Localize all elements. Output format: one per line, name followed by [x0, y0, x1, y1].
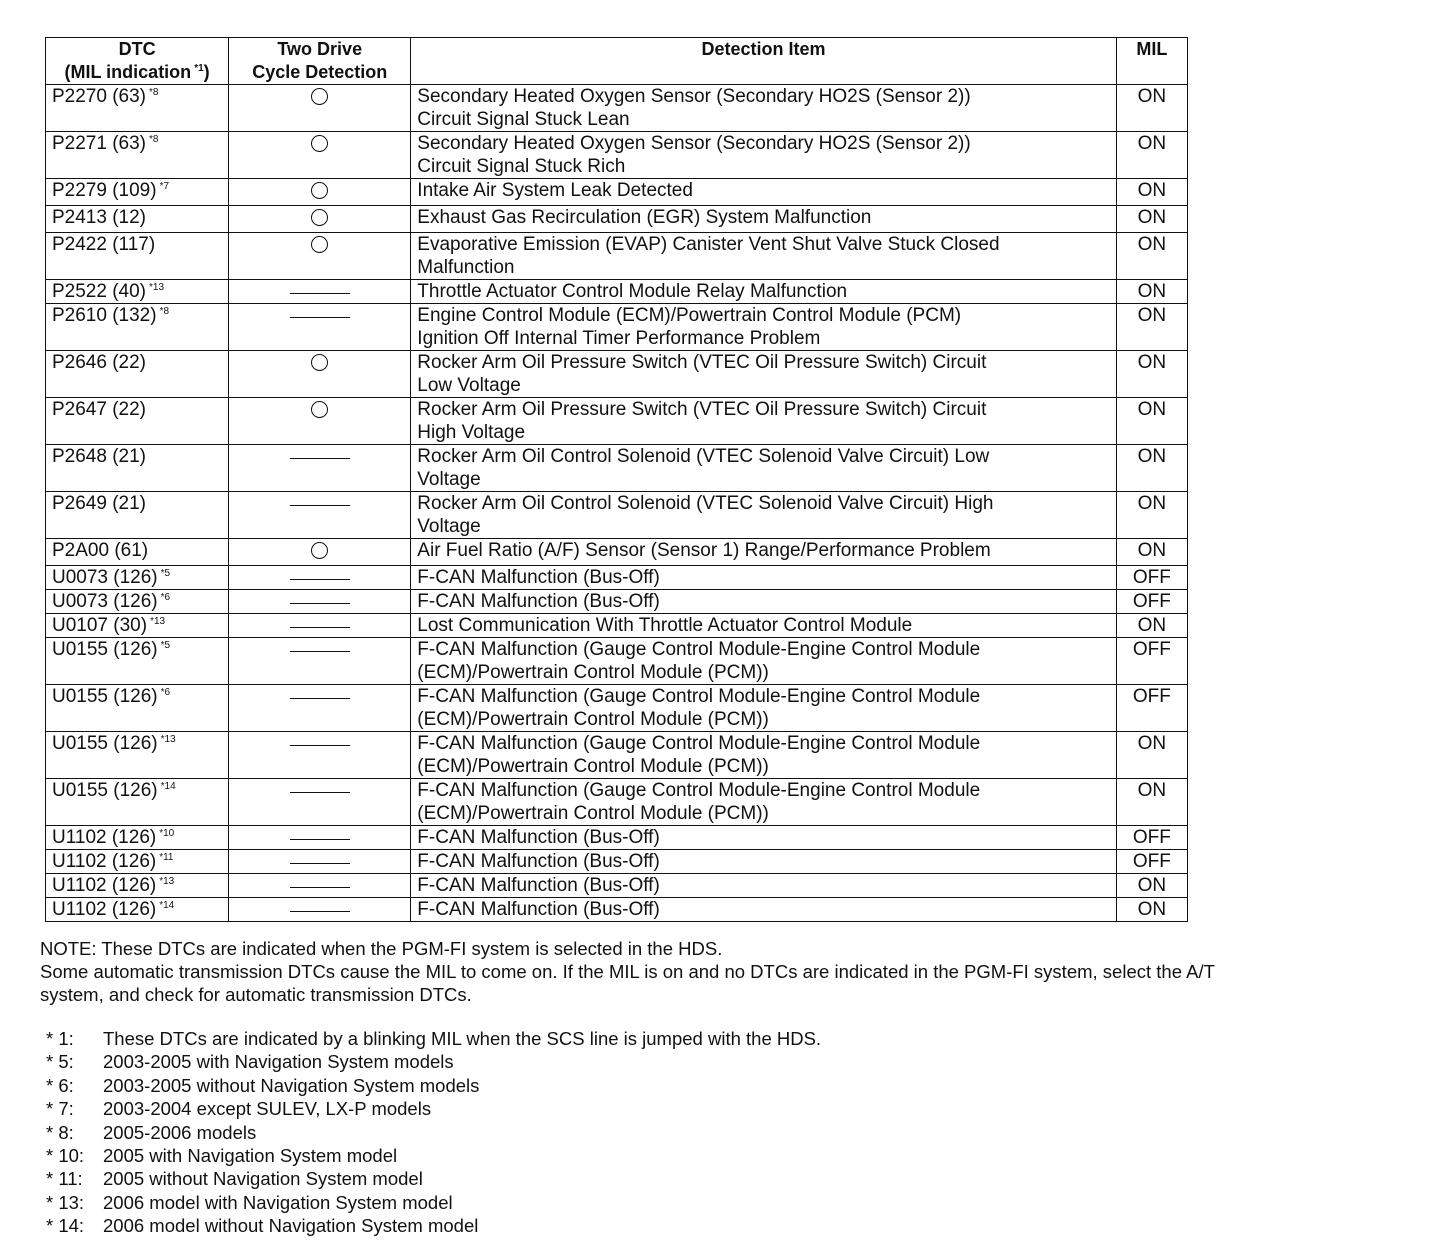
dtc-footnote-ref: *6 [160, 687, 171, 698]
footnote-text: 2006 model with Navigation System model [103, 1191, 453, 1213]
footnote-item [46, 1214, 1046, 1237]
detection-item-cell [411, 539, 1117, 566]
dtc-code-cell [46, 638, 229, 685]
detection-item-line: F-CAN Malfunction (Bus-Off) [417, 899, 660, 920]
header-dtc-line1: DTC [118, 39, 156, 59]
table-row [46, 590, 1188, 614]
mil-status: ON [1137, 86, 1167, 107]
detection-item-line: Rocker Arm Oil Control Solenoid (VTEC Solenoid Valve Circuit) High [417, 493, 994, 514]
detection-item-cell [411, 206, 1117, 233]
table-row [46, 566, 1188, 590]
mil-status-cell [1116, 732, 1187, 779]
table-row [46, 614, 1188, 638]
two-drive-cell [229, 590, 411, 614]
circle-icon [311, 354, 328, 371]
footnote-text: 2003-2005 without Navigation System models [103, 1074, 480, 1096]
detection-item-line: F-CAN Malfunction (Gauge Control Module-Engine Control Module [417, 780, 981, 801]
dtc-code-cell [46, 779, 229, 826]
dtc-footnote-ref: *13 [160, 734, 176, 745]
dtc-code-cell [46, 85, 229, 132]
two-drive-cell [229, 779, 411, 826]
table-row [46, 304, 1188, 351]
footnote-text: 2005-2006 models [103, 1121, 257, 1143]
footnote-marker: * 6: [46, 1074, 74, 1096]
dash-icon [290, 505, 350, 506]
header-detection-item [411, 38, 1117, 85]
mil-status-cell [1116, 826, 1187, 850]
detection-item-line: (ECM)/Powertrain Control Module (PCM)) [417, 709, 769, 730]
detection-item-line: Rocker Arm Oil Pressure Switch (VTEC Oil Pressure Switch) Circuit [417, 352, 987, 373]
footnote-text: 2006 model without Navigation System model [103, 1215, 479, 1237]
dtc-code-cell [46, 685, 229, 732]
two-drive-cell [229, 206, 411, 233]
dtc-footnote-ref: *13 [149, 282, 165, 293]
two-drive-cell [229, 85, 411, 132]
two-drive-cell [229, 492, 411, 539]
dtc-code-cell [46, 874, 229, 898]
detection-item-line: Rocker Arm Oil Control Solenoid (VTEC Solenoid Valve Circuit) Low [417, 446, 990, 467]
dtc-footnote-ref: *14 [160, 781, 176, 792]
mil-status-cell [1116, 492, 1187, 539]
detection-item-cell [411, 280, 1117, 304]
mil-status: ON [1137, 399, 1167, 420]
mil-status: OFF [1132, 827, 1171, 848]
dtc-code-cell [46, 590, 229, 614]
dtc-code: U0073 (126) [52, 567, 158, 588]
dtc-code: U0073 (126) [52, 591, 158, 612]
mil-status-cell [1116, 874, 1187, 898]
dtc-footnote-ref: *6 [160, 592, 171, 603]
detection-item-line: F-CAN Malfunction (Bus-Off) [417, 851, 660, 872]
dtc-code: P2271 (63) [52, 133, 147, 154]
detection-item-line: Throttle Actuator Control Module Relay Malfunction [417, 281, 848, 302]
circle-icon [311, 135, 328, 152]
two-drive-cell [229, 638, 411, 685]
dtc-code: P2522 (40) [52, 281, 147, 302]
mil-status: ON [1137, 352, 1167, 373]
dtc-footnote-ref: *8 [149, 87, 159, 98]
detection-item-line: Exhaust Gas Recirculation (EGR) System Malfunction [417, 207, 872, 228]
detection-item-line: (ECM)/Powertrain Control Module (PCM)) [417, 756, 769, 777]
table-row [46, 638, 1188, 685]
detection-item-line: High Voltage [417, 422, 526, 443]
detection-item-cell [411, 445, 1117, 492]
footnote-item [46, 1144, 1046, 1167]
dtc-footnote-ref: *10 [159, 828, 175, 839]
dtc-code-cell [46, 233, 229, 280]
dtc-code-cell [46, 850, 229, 874]
footnote-text: These DTCs are indicated by a blinking MIL when the SCS line is jumped with the HDS. [103, 1028, 822, 1049]
header-detection-text: Detection Item [701, 39, 826, 59]
table-row [46, 206, 1188, 233]
note-line: system, and check for automatic transmission DTCs. [40, 984, 472, 1005]
two-drive-cell [229, 132, 411, 179]
detection-item-cell [411, 732, 1117, 779]
dtc-code: U1102 (126) [52, 827, 157, 848]
footnote-text: 2005 with Navigation System model [103, 1145, 398, 1167]
mil-status: ON [1137, 899, 1167, 920]
two-drive-cell [229, 445, 411, 492]
detection-item-line: F-CAN Malfunction (Bus-Off) [417, 875, 660, 896]
mil-status: ON [1137, 540, 1167, 561]
detection-item-cell [411, 233, 1117, 280]
dtc-code: P2648 (21) [52, 446, 147, 467]
mil-status-cell [1116, 539, 1187, 566]
table-row [46, 85, 1188, 132]
detection-item-line: F-CAN Malfunction (Gauge Control Module-Engine Control Module [417, 686, 981, 707]
dtc-table [45, 37, 1188, 922]
dtc-code-cell [46, 898, 229, 922]
mil-status-cell [1116, 398, 1187, 445]
table-row [46, 850, 1188, 874]
mil-status-cell [1116, 206, 1187, 233]
dash-icon [290, 839, 350, 840]
mil-status: ON [1137, 207, 1167, 228]
dash-icon [290, 698, 350, 699]
circle-icon [311, 209, 328, 226]
header-mil-text: MIL [1136, 39, 1168, 59]
detection-item-cell [411, 132, 1117, 179]
mil-status-cell [1116, 132, 1187, 179]
two-drive-cell [229, 566, 411, 590]
dtc-footnote-ref: *5 [160, 568, 171, 579]
dtc-footnote-ref: *14 [159, 900, 175, 911]
footnote-marker: * 1: [46, 1028, 74, 1049]
two-drive-cell [229, 233, 411, 280]
dtc-code: U0155 (126) [52, 733, 158, 754]
two-drive-cell [229, 898, 411, 922]
footnote-item [46, 1191, 1046, 1214]
dash-icon [290, 603, 350, 604]
dtc-code-cell [46, 351, 229, 398]
dtc-footnote-ref: *13 [159, 876, 175, 887]
dtc-code: P2413 (12) [52, 207, 147, 228]
notes-block [40, 937, 1430, 1006]
table-row [46, 539, 1188, 566]
footnote-item [46, 1167, 1046, 1190]
dtc-code-cell [46, 826, 229, 850]
two-drive-cell [229, 685, 411, 732]
footnote-marker: * 8: [46, 1121, 74, 1143]
circle-icon [311, 542, 328, 559]
footnote-item [46, 1074, 1046, 1097]
detection-item-cell [411, 351, 1117, 398]
detection-item-line: F-CAN Malfunction (Bus-Off) [417, 827, 660, 848]
table-row [46, 492, 1188, 539]
dtc-code: U0155 (126) [52, 780, 158, 801]
dash-icon [290, 792, 350, 793]
dtc-code-cell [46, 132, 229, 179]
mil-status: ON [1137, 446, 1167, 467]
table-body [46, 85, 1188, 922]
mil-status: ON [1137, 875, 1167, 896]
detection-item-cell [411, 304, 1117, 351]
table-row [46, 445, 1188, 492]
two-drive-cell [229, 351, 411, 398]
note-line: NOTE: These DTCs are indicated when the PGM-FI system is selected in the HDS. [40, 938, 723, 959]
footnote-marker: * 14: [46, 1215, 85, 1237]
dtc-footnote-ref: *5 [160, 640, 171, 651]
two-drive-cell [229, 826, 411, 850]
table-row [46, 233, 1188, 280]
footnote-text: 2005 without Navigation System model [103, 1168, 423, 1190]
table-row [46, 280, 1188, 304]
dtc-code: U0155 (126) [52, 639, 158, 660]
dash-icon [290, 627, 350, 628]
dtc-code-cell [46, 566, 229, 590]
circle-icon [311, 236, 328, 253]
dtc-code-cell [46, 445, 229, 492]
detection-item-cell [411, 614, 1117, 638]
dtc-code: P2610 (132) [52, 305, 157, 326]
dash-icon [290, 863, 350, 864]
two-drive-cell [229, 874, 411, 898]
header-mil [1116, 38, 1187, 85]
mil-status-cell [1116, 351, 1187, 398]
dash-icon [290, 579, 350, 580]
dtc-code-cell [46, 398, 229, 445]
detection-item-cell [411, 874, 1117, 898]
detection-item-cell [411, 685, 1117, 732]
dtc-code: P2A00 (61) [52, 540, 149, 561]
detection-item-cell [411, 850, 1117, 874]
table-header-row [46, 38, 1188, 85]
dtc-code: P2422 (117) [52, 234, 156, 255]
dtc-code: U1102 (126) [52, 875, 157, 896]
footnote-item [46, 1097, 1046, 1120]
dtc-code: P2646 (22) [52, 352, 147, 373]
table-row [46, 732, 1188, 779]
table-row [46, 874, 1188, 898]
circle-icon [311, 401, 328, 418]
detection-item-line: Circuit Signal Stuck Rich [417, 156, 626, 177]
dash-icon [290, 458, 350, 459]
mil-status-cell [1116, 614, 1187, 638]
note-line: Some automatic transmission DTCs cause the MIL to come on. If the MIL is on and no DTCs are indicated in the PGM-FI system, select the A/T [40, 961, 1215, 982]
two-drive-cell [229, 304, 411, 351]
mil-status: ON [1137, 493, 1167, 514]
detection-item-line: (ECM)/Powertrain Control Module (PCM)) [417, 662, 769, 683]
dash-icon [290, 745, 350, 746]
dtc-code-cell [46, 280, 229, 304]
detection-item-line: Voltage [417, 516, 481, 537]
dtc-footnote-ref: *7 [159, 181, 170, 192]
detection-item-line: F-CAN Malfunction (Bus-Off) [417, 567, 660, 588]
detection-item-line: Rocker Arm Oil Pressure Switch (VTEC Oil Pressure Switch) Circuit [417, 399, 987, 420]
header-dtc [46, 38, 229, 85]
detection-item-line: F-CAN Malfunction (Gauge Control Module-Engine Control Module [417, 733, 981, 754]
footnote-marker: * 10: [46, 1145, 85, 1167]
circle-icon [311, 88, 328, 105]
mil-status: ON [1137, 780, 1167, 801]
dtc-code: U1102 (126) [52, 899, 157, 920]
two-drive-cell [229, 179, 411, 206]
detection-item-line: Intake Air System Leak Detected [417, 180, 693, 201]
table-row [46, 826, 1188, 850]
two-drive-cell [229, 280, 411, 304]
header-dtc-sup: *1 [194, 63, 204, 74]
header-two-drive [229, 38, 411, 85]
detection-item-line: Engine Control Module (ECM)/Powertrain Control Module (PCM) [417, 305, 962, 326]
detection-item-line: F-CAN Malfunction (Bus-Off) [417, 591, 660, 612]
dtc-footnote-ref: *11 [159, 852, 174, 863]
dash-icon [290, 651, 350, 652]
dash-icon [290, 911, 350, 912]
dtc-code: P2270 (63) [52, 86, 147, 107]
mil-status-cell [1116, 850, 1187, 874]
two-drive-cell [229, 398, 411, 445]
mil-status-cell [1116, 638, 1187, 685]
mil-status: ON [1137, 234, 1167, 255]
dtc-code-cell [46, 206, 229, 233]
two-drive-cell [229, 732, 411, 779]
detection-item-cell [411, 898, 1117, 922]
dtc-footnote-ref: *8 [149, 134, 159, 145]
dash-icon [290, 293, 350, 294]
detection-item-cell [411, 826, 1117, 850]
detection-item-cell [411, 492, 1117, 539]
dash-icon [290, 317, 350, 318]
mil-status-cell [1116, 590, 1187, 614]
footnote-marker: * 5: [46, 1051, 74, 1073]
detection-item-cell [411, 566, 1117, 590]
dtc-footnote-ref: *8 [159, 306, 170, 317]
dash-icon [290, 887, 350, 888]
two-drive-cell [229, 539, 411, 566]
detection-item-line: Low Voltage [417, 375, 521, 396]
detection-item-line: Circuit Signal Stuck Lean [417, 109, 630, 130]
mil-status-cell [1116, 179, 1187, 206]
mil-status-cell [1116, 898, 1187, 922]
mil-status: ON [1137, 615, 1167, 636]
dtc-footnote-ref: *13 [150, 616, 166, 627]
detection-item-cell [411, 85, 1117, 132]
table-row [46, 398, 1188, 445]
dtc-code: U0107 (30) [52, 615, 148, 636]
detection-item-line: F-CAN Malfunction (Gauge Control Module-Engine Control Module [417, 639, 981, 660]
header-dtc-line2-text: (MIL indication [64, 62, 192, 82]
dtc-code-cell [46, 492, 229, 539]
footnote-marker: * 13: [46, 1191, 85, 1213]
table-row [46, 685, 1188, 732]
table-row [46, 779, 1188, 826]
footnote-marker: * 11: [46, 1168, 83, 1190]
detection-item-cell [411, 779, 1117, 826]
dtc-code-cell [46, 304, 229, 351]
footnotes-list [46, 1027, 1046, 1238]
detection-item-line: Lost Communication With Throttle Actuator Control Module [417, 615, 913, 636]
detection-item-line: Secondary Heated Oxygen Sensor (Secondary HO2S (Sensor 2)) [417, 133, 971, 154]
dtc-code: U0155 (126) [52, 686, 158, 707]
header-two-line1: Two Drive [277, 39, 363, 59]
dtc-code: U1102 (126) [52, 851, 157, 872]
dtc-code-cell [46, 179, 229, 206]
detection-item-line: Air Fuel Ratio (A/F) Sensor (Sensor 1) Range/Performance Problem [417, 540, 991, 561]
table-row [46, 351, 1188, 398]
dtc-code-cell [46, 614, 229, 638]
mil-status: OFF [1132, 591, 1171, 612]
mil-status: OFF [1132, 851, 1171, 872]
table-row [46, 132, 1188, 179]
detection-item-line: Malfunction [417, 257, 515, 278]
dtc-code-cell [46, 539, 229, 566]
mil-status: OFF [1132, 639, 1171, 660]
mil-status: ON [1137, 733, 1167, 754]
footnote-item [46, 1050, 1046, 1073]
mil-status-cell [1116, 685, 1187, 732]
table-row [46, 898, 1188, 922]
mil-status-cell [1116, 304, 1187, 351]
mil-status-cell [1116, 779, 1187, 826]
footnote-item [46, 1121, 1046, 1144]
dtc-code: P2279 (109) [52, 180, 157, 201]
two-drive-cell [229, 850, 411, 874]
mil-status-cell [1116, 280, 1187, 304]
mil-status: OFF [1132, 567, 1171, 588]
mil-status-cell [1116, 566, 1187, 590]
detection-item-cell [411, 590, 1117, 614]
detection-item-cell [411, 179, 1117, 206]
footnote-text: 2003-2004 except SULEV, LX-P models [103, 1098, 432, 1120]
detection-item-line: Secondary Heated Oxygen Sensor (Secondary HO2S (Sensor 2)) [417, 86, 971, 107]
mil-status: ON [1137, 305, 1167, 326]
detection-item-cell [411, 398, 1117, 445]
mil-status: OFF [1132, 686, 1171, 707]
footnote-text: 2003-2005 with Navigation System models [103, 1051, 454, 1073]
mil-status: ON [1137, 281, 1167, 302]
footnote-marker: * 7: [46, 1098, 74, 1120]
footnote-item [46, 1027, 1046, 1050]
detection-item-line: Evaporative Emission (EVAP) Canister Vent Shut Valve Stuck Closed [417, 234, 1000, 255]
two-drive-cell [229, 614, 411, 638]
dtc-code-cell [46, 732, 229, 779]
detection-item-line: Voltage [417, 469, 481, 490]
table-row [46, 179, 1188, 206]
dtc-code: P2647 (22) [52, 399, 147, 420]
detection-item-line: Ignition Off Internal Timer Performance Problem [417, 328, 821, 349]
detection-item-cell [411, 638, 1117, 685]
mil-status-cell [1116, 445, 1187, 492]
mil-status-cell [1116, 233, 1187, 280]
header-two-line2: Cycle Detection [252, 62, 388, 82]
header-dtc-line2 [52, 61, 222, 84]
mil-status: ON [1137, 133, 1167, 154]
detection-item-line: (ECM)/Powertrain Control Module (PCM)) [417, 803, 769, 824]
circle-icon [311, 182, 328, 199]
header-dtc-close: ) [203, 62, 210, 82]
dtc-code: P2649 (21) [52, 493, 147, 514]
mil-status-cell [1116, 85, 1187, 132]
mil-status: ON [1137, 180, 1167, 201]
